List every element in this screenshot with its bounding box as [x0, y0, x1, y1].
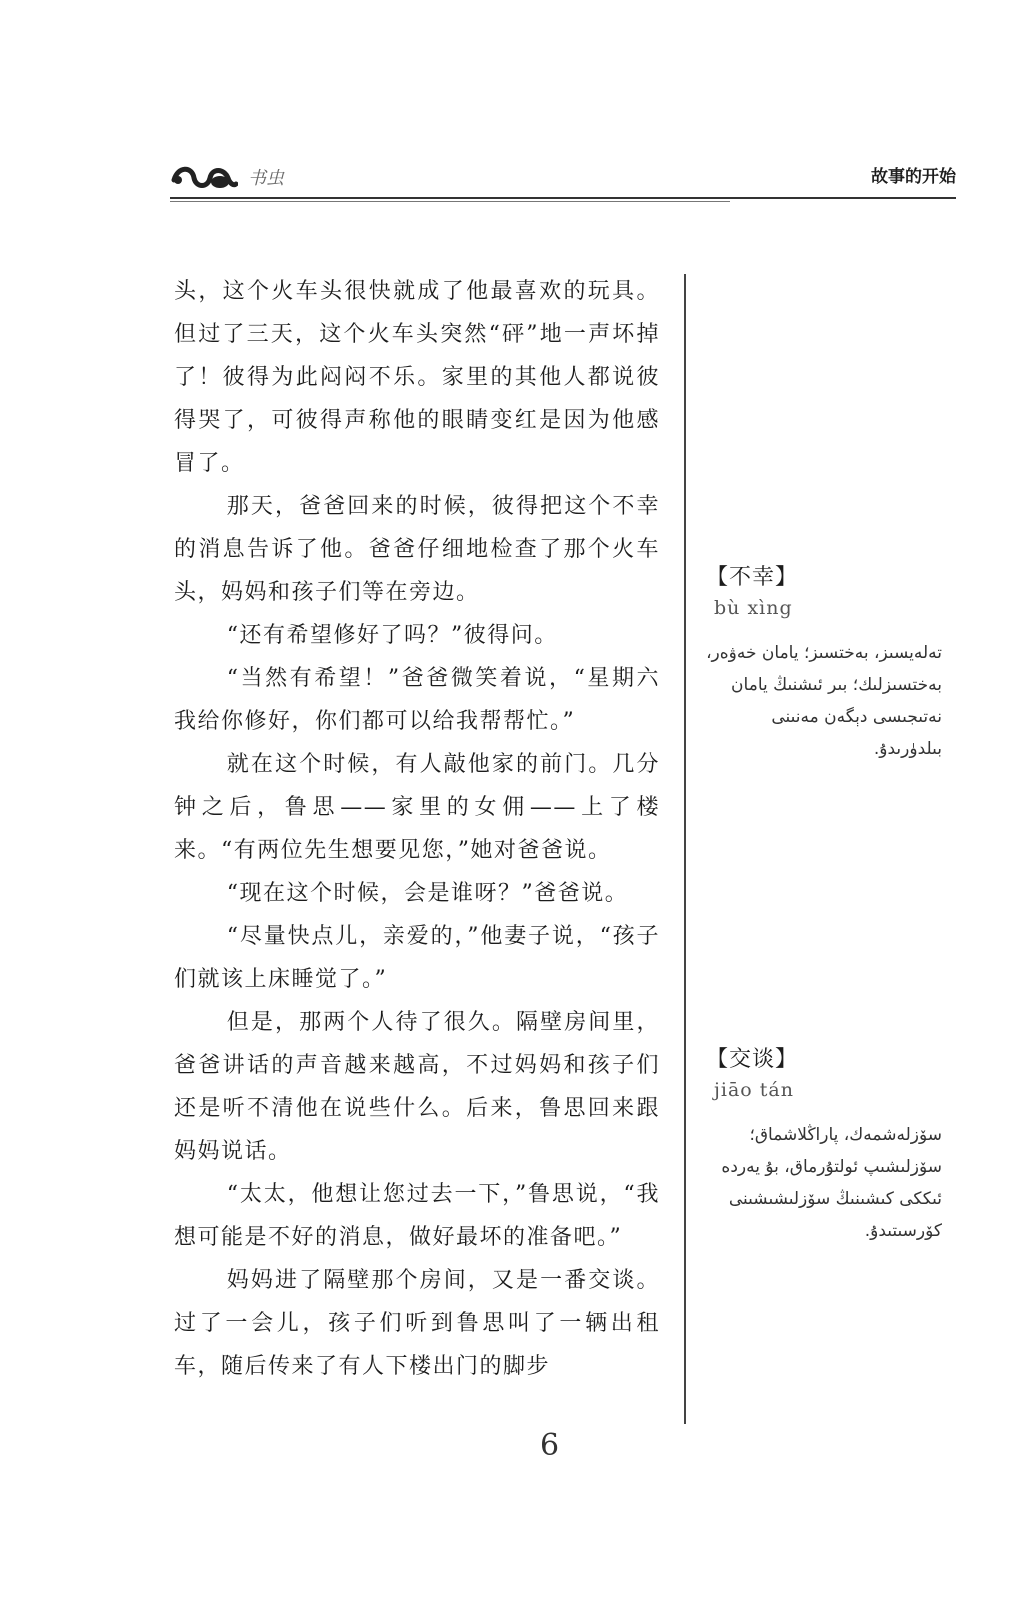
paragraph: 妈妈进了隔壁那个房间，又是一番交谈。过了一会儿，孩子们听到鲁思叫了一辆出租车，随后传来了有人下楼出门的脚步	[174, 1268, 660, 1379]
paragraph: 就在这个时候，有人敲他家的前门。几分钟之后，鲁思——家里的女佣——上了楼来。“有两位先生想要见您，”她对爸爸说。	[174, 752, 660, 863]
page-number: 6	[540, 1428, 560, 1463]
vocab-pinyin: jiāo tán	[714, 1079, 794, 1101]
main-text	[174, 270, 660, 1388]
series-title: 书虫	[248, 168, 284, 189]
vocab-definition: سۆزلەشمەك، پاراڭلاشماق؛ سۆزلىشىپ ئولتۇرماق، بۇ يەردە ئىككى كىشىنىڭ سۆزلىشىشىنى كۆرسىتىدۇ.	[721, 1125, 942, 1241]
paragraph: “太太，他想让您过去一下，”鲁思说，“我想可能是不好的消息，做好最坏的准备吧。”	[174, 1182, 660, 1250]
paragraph: 头，这个火车头很快就成了他最喜欢的玩具。但过了三天，这个火车头突然“砰”地一声坏掉了！彼得为此闷闷不乐。家里的其他人都说彼得哭了，可彼得声称他的眼睛变红是因为他感冒了。	[174, 279, 660, 476]
header-rule	[170, 197, 956, 199]
vocab-term: 【不幸】	[706, 565, 799, 590]
margin-divider	[684, 274, 686, 1424]
vocab-note	[706, 1042, 946, 1247]
vocab-definition: تەلەيسىز، بەختسىز؛ يامان خەۋەر، بەختسىزلىك؛ بىر ئىشنىڭ يامان نەتىجىسى دېگەن مەنىنى بىلدۈرىدۇ.	[706, 643, 942, 759]
paragraph: “尽量快点儿，亲爱的，”他妻子说，“孩子们就该上床睡觉了。”	[174, 924, 660, 992]
paragraph: “现在这个时候，会是谁呀？”爸爸说。	[226, 881, 629, 906]
paragraph: “当然有希望！”爸爸微笑着说，“星期六我给你修好，你们都可以给我帮帮忙。”	[174, 666, 660, 734]
vocab-term: 【交谈】	[706, 1047, 799, 1072]
vocab-note	[706, 560, 946, 765]
paragraph: 那天，爸爸回来的时候，彼得把这个不幸的消息告诉了他。爸爸仔细地检查了那个火车头，妈妈和孩子们等在旁边。	[174, 494, 660, 605]
paragraph: 但是，那两个人待了很久。隔壁房间里，爸爸讲话的声音越来越高，不过妈妈和孩子们还是听不清他在说些什么。后来，鲁思回来跟妈妈说话。	[174, 1010, 660, 1164]
paragraph: “还有希望修好了吗？”彼得问。	[226, 623, 558, 648]
vocab-pinyin: bù xìng	[714, 597, 793, 619]
running-header	[170, 150, 956, 200]
bookworm-logo-icon	[170, 160, 238, 194]
chapter-title: 故事的开始	[871, 167, 956, 187]
header-rule-thin	[170, 201, 730, 202]
